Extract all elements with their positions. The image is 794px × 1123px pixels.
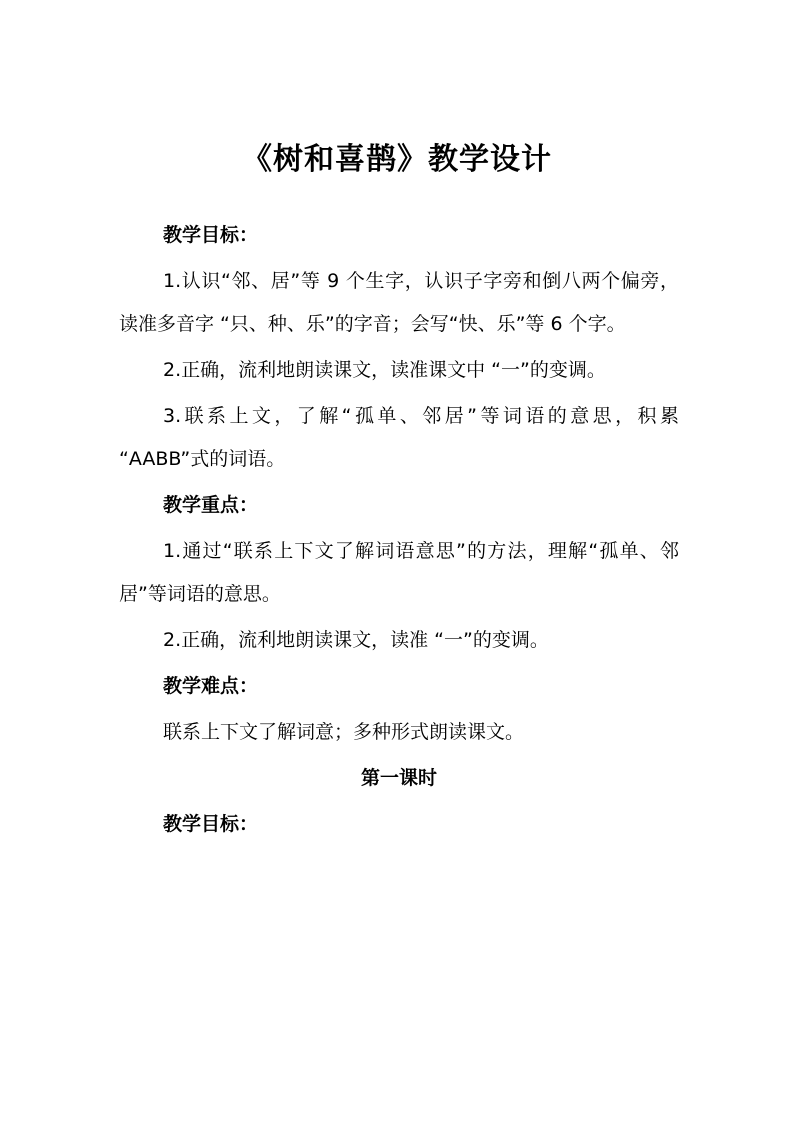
objective-item-2: 2.正确，流利地朗读课文，读准课文中 “一”的变调。 [163, 359, 606, 381]
objective-item-3: 3.联系上文，了解“孤单、邻居”等词语的意思，积累 “AABB”式的词语。 [119, 405, 679, 470]
lesson-one-objectives-heading: 教学目标： [163, 813, 259, 835]
key-points-heading: 教学重点： [163, 494, 259, 516]
difficulties-heading: 教学难点： [163, 675, 259, 697]
objectives-heading: 教学目标： [163, 224, 259, 246]
key-point-item-1: 1.通过“联系上下文了解词语意思”的方法，理解“孤单、邻居”等词语的意思。 [119, 540, 679, 605]
document-title: 《树和喜鹊》教学设计 [242, 142, 552, 177]
objective-item-1: 1.认识“邻、居”等 9 个生字，认识子字旁和倒八两个偏旁，读准多音字 “只、种、乐”的字音；会写“快、乐”等 6 个字。 [119, 270, 679, 335]
difficulty-item-1: 联系上下文了解词意；多种形式朗读课文。 [163, 721, 525, 743]
lesson-one-heading: 第一课时 [360, 767, 437, 789]
key-point-item-2: 2.正确，流利地朗读课文，读准 “一”的变调。 [163, 629, 549, 651]
document-body [119, 214, 679, 849]
